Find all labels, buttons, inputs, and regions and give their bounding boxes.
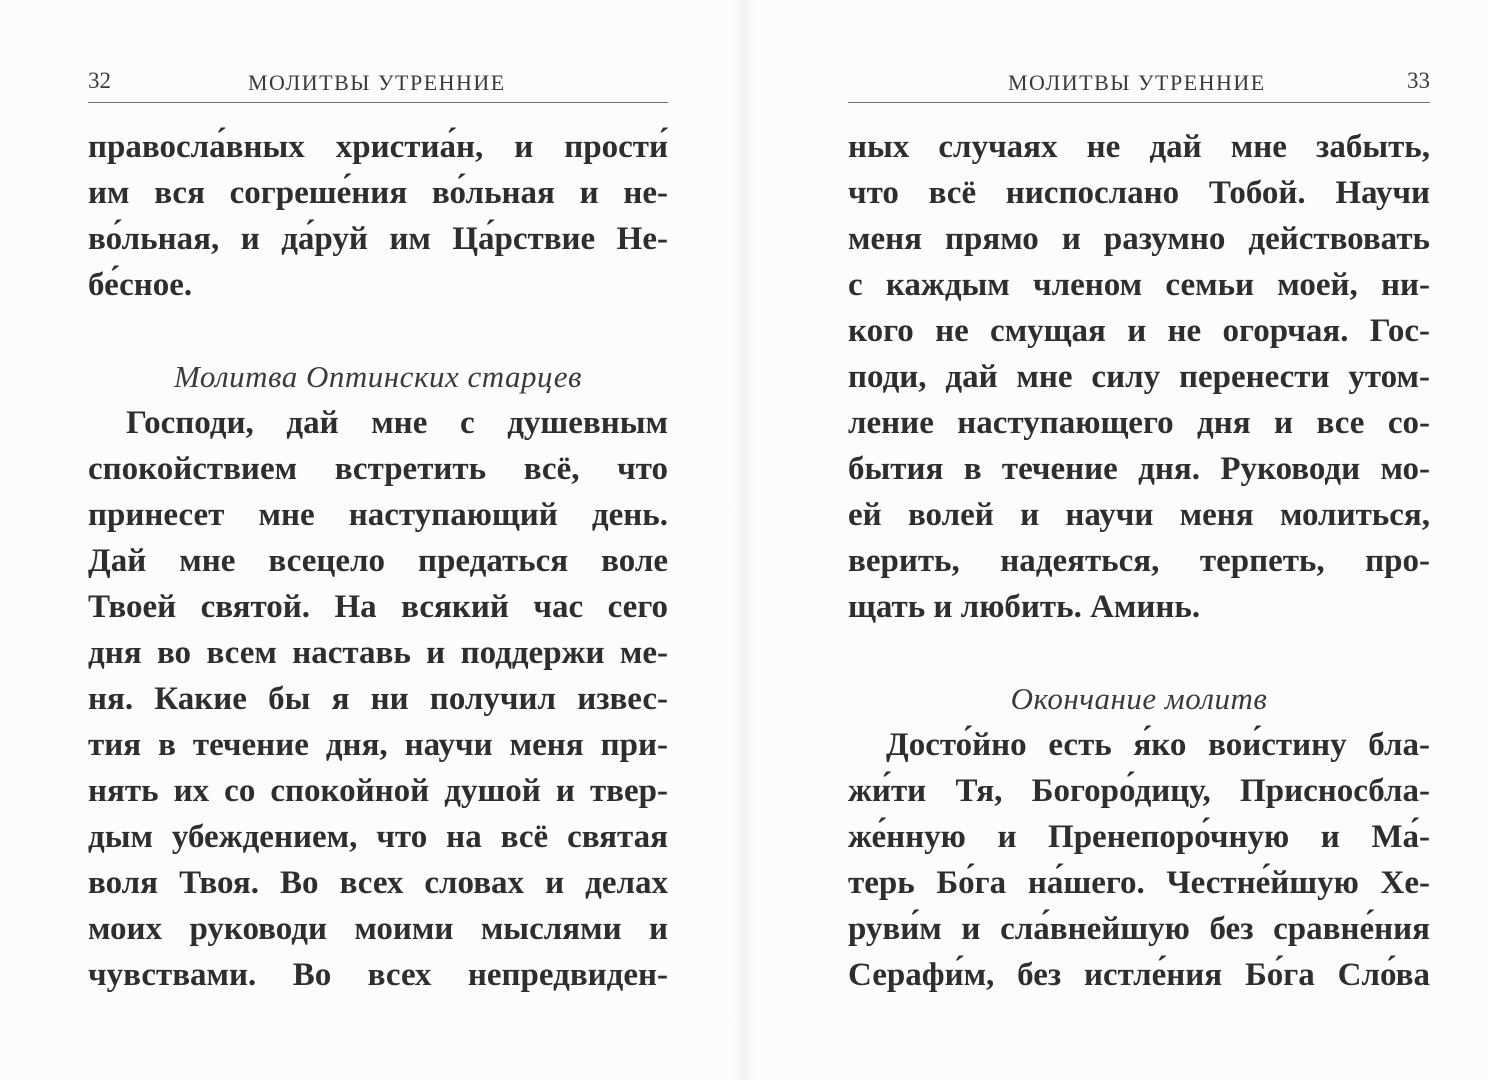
text-line: моих руководи моими мыслями и bbox=[88, 911, 668, 947]
text-line: Господи, дай мне с душевным bbox=[126, 405, 668, 441]
text-line: ление наступающего дня и все со- bbox=[848, 405, 1430, 441]
text-line: щать и любить. Аминь. bbox=[848, 589, 1201, 625]
text-line: бытия в течение дня. Руководи мо- bbox=[848, 451, 1430, 487]
text-line: с каждым членом семьи моей, ни- bbox=[848, 267, 1430, 303]
left-page-text bbox=[88, 124, 668, 998]
text-line: чувствами. Во всех непредвиден- bbox=[88, 957, 668, 993]
text-line: дым убеждением, что на всё святая bbox=[88, 819, 668, 855]
running-header: МОЛИТВЫ УТРЕННИЕ bbox=[248, 70, 506, 95]
left-page-header bbox=[88, 66, 668, 103]
text-line: Дай мне всецело предаться воле bbox=[88, 543, 668, 579]
text-line: тия в течение дня, научи меня при- bbox=[88, 727, 668, 763]
text-line: поди, дай мне силу перенести утом- bbox=[848, 359, 1430, 395]
text-line: кого не смущая и не огорчая. Гос- bbox=[848, 313, 1430, 349]
text-line: Твоей святой. На всякий час сего bbox=[88, 589, 668, 625]
text-line: принесет мне наступающий день. bbox=[88, 497, 668, 533]
page-number: 33 bbox=[1407, 68, 1430, 93]
text-line: ных случаях не дай мне забыть, bbox=[848, 129, 1430, 165]
text-line: во́льная, и да́руй им Ца́рствие Не- bbox=[88, 221, 668, 257]
text-line: Досто́йно есть я́ко вои́стину бла- bbox=[886, 727, 1430, 763]
text-line: терь Бо́га на́шего. Честне́йшую Хе- bbox=[848, 865, 1430, 901]
prayer-heading: Окончание молитв bbox=[1010, 681, 1268, 716]
text-line: воля Твоя. Во всех словах и делах bbox=[88, 865, 668, 901]
text-line: меня прямо и разумно действовать bbox=[848, 221, 1430, 257]
text-line: руви́м и сла́внейшую без сравне́ния bbox=[848, 911, 1430, 947]
text-line: жи́ти Тя, Богоро́дицу, Присносбла- bbox=[848, 773, 1430, 809]
text-line: верить, надеяться, терпеть, про- bbox=[848, 543, 1430, 579]
text-line: ей волей и научи меня молиться, bbox=[848, 497, 1430, 533]
prayer-heading: Молитва Оптинских старцев bbox=[174, 359, 582, 394]
paragraph-gap bbox=[848, 630, 1430, 676]
text-line: правосла́вных христиа́н, и прости́ bbox=[88, 129, 668, 165]
text-line: спокойствием встретить всё, что bbox=[88, 451, 668, 487]
right-page bbox=[744, 0, 1488, 1080]
paragraph-gap bbox=[88, 308, 668, 354]
text-line: им вся согреше́ния во́льная и не- bbox=[88, 175, 668, 211]
right-page-header bbox=[848, 66, 1430, 103]
text-line: же́нную и Пренепоро́чную и Ма́- bbox=[848, 819, 1430, 855]
text-line: Серафи́м, без истле́ния Бо́га Сло́ва bbox=[848, 957, 1430, 993]
right-page-text bbox=[848, 124, 1430, 998]
text-line: нять их со спокойной душой и твер- bbox=[88, 773, 668, 809]
page-number: 32 bbox=[88, 68, 111, 93]
text-line: бе́сное. bbox=[88, 267, 193, 303]
text-line: ня. Какие бы я ни получил извес- bbox=[88, 681, 668, 717]
running-header: МОЛИТВЫ УТРЕННИЕ bbox=[1008, 70, 1266, 95]
text-line: что всё ниспослано Тобой. Научи bbox=[848, 175, 1430, 211]
text-line: дня во всем наставь и поддержи ме- bbox=[88, 635, 668, 671]
